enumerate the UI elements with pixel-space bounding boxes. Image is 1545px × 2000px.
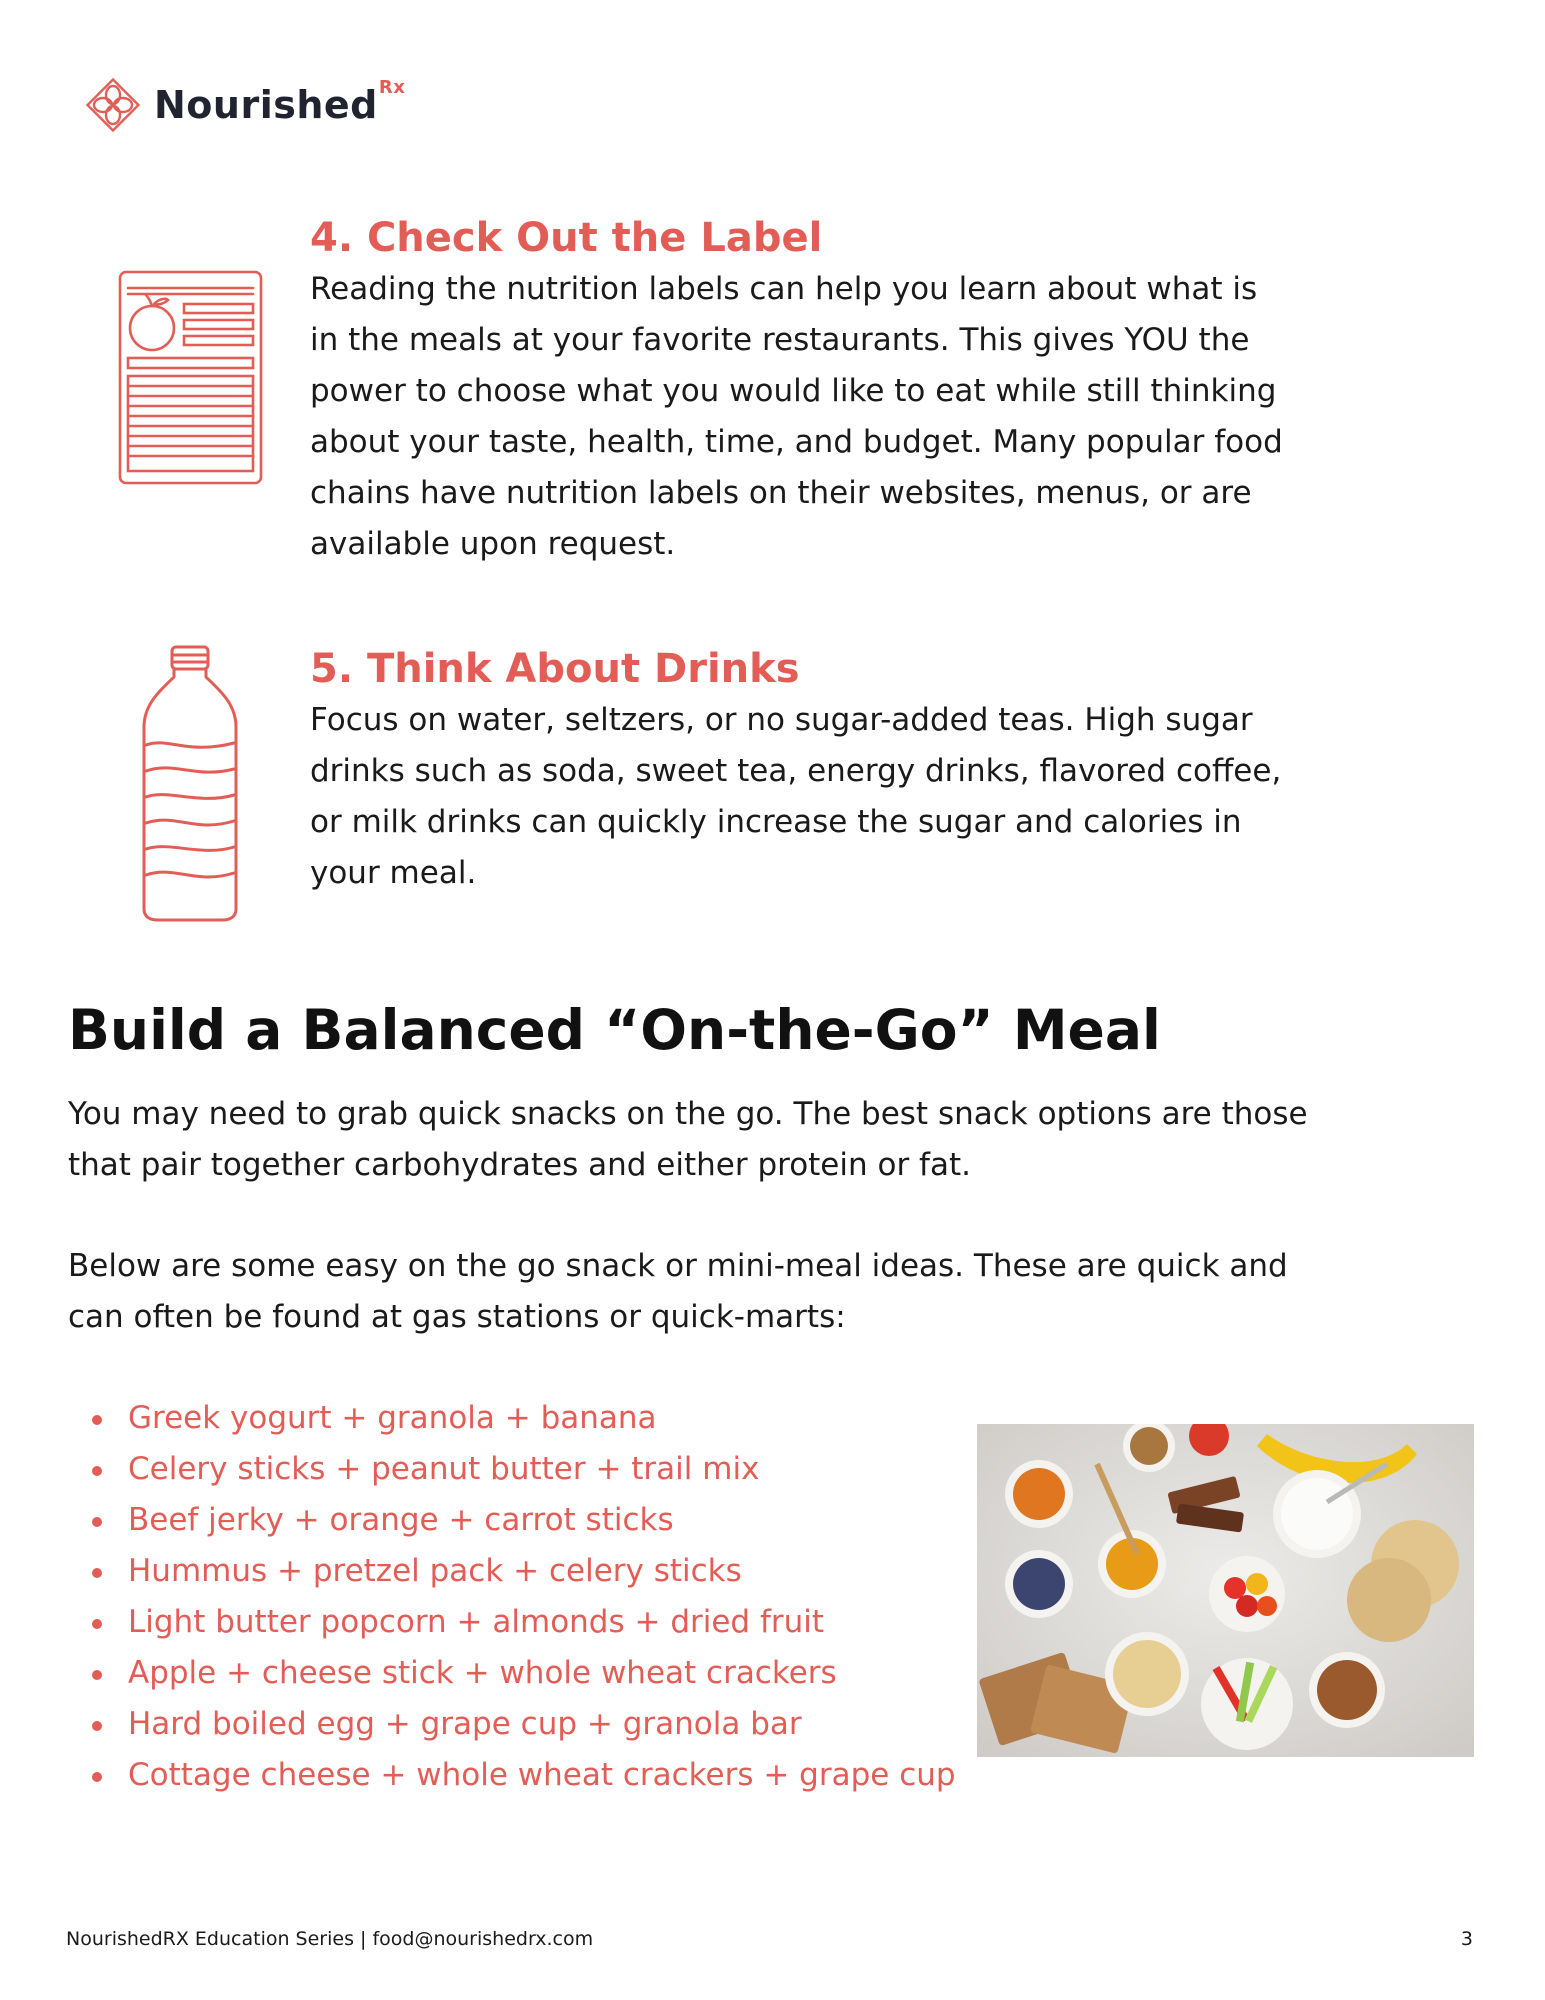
section-body: Focus on water, seltzers, or no sugar-added teas. High sugar drinks such as soda, sweet tea, energy drinks, flavored coffee, or milk drinks can quickly increase the sugar and calories in your meal.	[310, 702, 1282, 891]
section-heading: 5. Think About Drinks	[310, 646, 800, 692]
section-think-drinks	[310, 643, 1470, 899]
list-item: Light butter popcorn + almonds + dried fruit	[92, 1597, 956, 1648]
intro-paragraph: You may need to grab quick snacks on the go. The best snack options are those that pair together carbohydrates and either protein or fat.	[68, 1096, 1308, 1183]
page-number: 3	[1460, 1928, 1473, 1950]
section-body: Reading the nutrition labels can help you learn about what is in the meals at your favorite restaurants. This gives YOU the power to choose what you would like to eat while still thinking about your taste, health, time, and budget. Many popular food chains have nutrition labels on their websites, menus, or are available upon request.	[310, 271, 1283, 562]
snack-photo-illustration	[977, 1424, 1474, 1757]
list-item: Hard boiled egg + grape cup + granola bar	[92, 1699, 956, 1750]
water-bottle-icon	[138, 643, 242, 923]
snack-list	[92, 1393, 956, 1801]
section-heading: 4. Check Out the Label	[310, 215, 823, 261]
flower-logo-icon	[86, 78, 140, 132]
intro-paragraph-2: Below are some easy on the go snack or mini-meal ideas. These are quick and can often be found at gas stations or quick-marts:	[68, 1248, 1288, 1335]
section-check-label	[310, 212, 1470, 570]
list-item: Cottage cheese + whole wheat crackers + grape cup	[92, 1750, 956, 1801]
list-item: Greek yogurt + granola + banana	[92, 1393, 956, 1444]
page-title: Build a Balanced “On-the-Go” Meal	[68, 998, 1161, 1062]
brand-logo	[86, 75, 405, 135]
brand-superscript: Rx	[378, 77, 406, 98]
footer-text: NourishedRX Education Series | food@nourishedrx.com	[66, 1928, 594, 1950]
list-item: Apple + cheese stick + whole wheat crackers	[92, 1648, 956, 1699]
nutrition-label-icon	[118, 270, 263, 485]
brand-name: Nourished$^{Rx}$	[154, 77, 406, 127]
snack-photo	[977, 1424, 1474, 1757]
list-item: Beef jerky + orange + carrot sticks	[92, 1495, 956, 1546]
list-item: Hummus + pretzel pack + celery sticks	[92, 1546, 956, 1597]
list-item: Celery sticks + peanut butter + trail mix	[92, 1444, 956, 1495]
